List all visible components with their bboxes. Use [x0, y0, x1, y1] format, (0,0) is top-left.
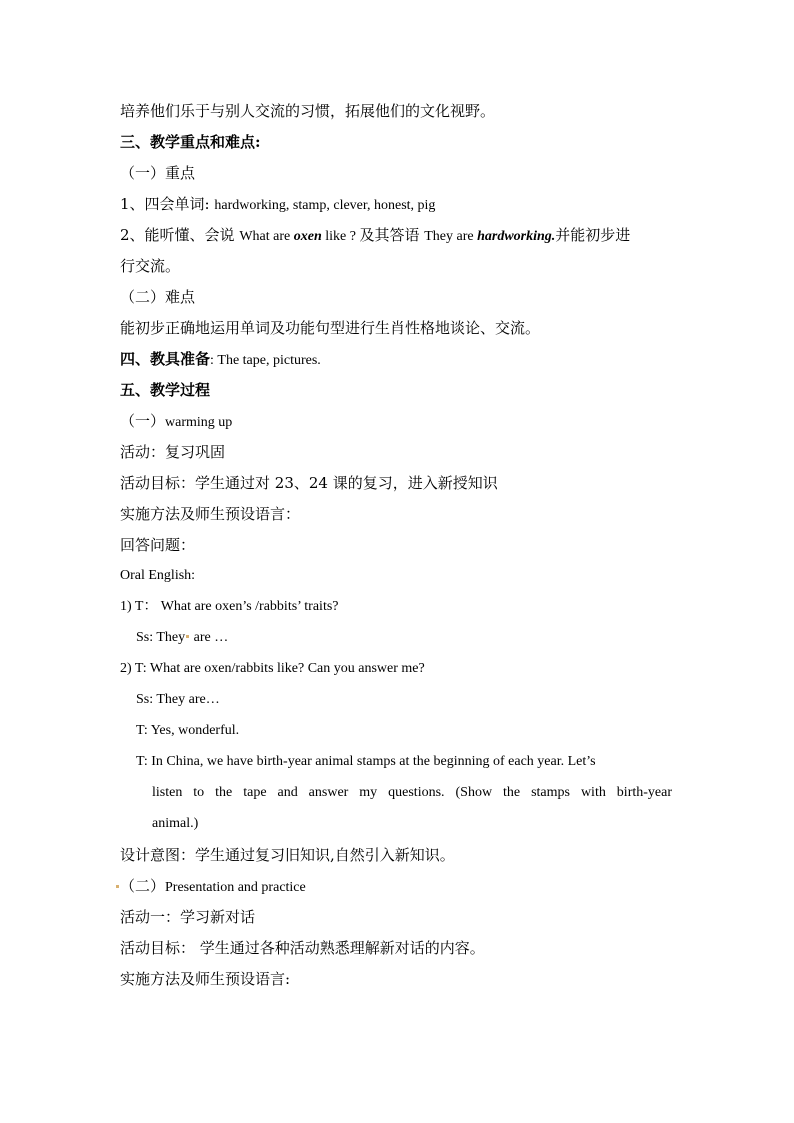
dialogue-line: Ss: They are… [136, 692, 220, 707]
design-intent-line: 设计意图：学生通过复习旧知识,自然引入新知识。 [120, 846, 455, 864]
section-heading-4: 四、教具准备: The tape, pictures. [120, 350, 321, 368]
dialogue-line: 1) T： What are oxen’s /rabbits’ traits? [120, 599, 339, 614]
subheading-difficulties: （二）难点 [120, 288, 196, 306]
activity-goal-line: 活动目标：学生通过对 23、24 课的复习，进入新授知识 [120, 474, 498, 492]
dialogue-line: listen to the tape and answer my questions. (Show the stamps with birth-year [152, 785, 672, 800]
subheading-key-points: （一）重点 [120, 164, 196, 182]
activity-line: 活动：复习巩固 [120, 443, 226, 461]
activity-goal-line: 活动目标： 学生通过各种活动熟悉理解新对话的内容。 [120, 939, 485, 957]
section-heading-5: 五、教学过程 [120, 381, 211, 399]
mark-dot [186, 635, 189, 638]
method-line: 实施方法及师生预设语言: [120, 970, 291, 988]
dialogue-line: 2) T: What are oxen/rabbits like? Can you answer me? [120, 661, 425, 676]
dialogue-line: T: In China, we have birth-year animal stamps at the beginning of each year. Let’s [136, 754, 596, 769]
dialogue-line: T: Yes, wonderful. [136, 723, 240, 738]
dialogue-line: animal.) [152, 816, 199, 831]
subheading-presentation: （二）Presentation and practice [120, 876, 306, 898]
section-heading-3: 三、教学重点和难点: [120, 133, 261, 151]
subheading-warming-up: （一）warming up [120, 412, 233, 430]
mark-dot [116, 885, 119, 888]
method-line: 实施方法及师生预设语言： [120, 505, 301, 523]
paragraph-line: 培养他们乐于与别人交流的习惯，拓展他们的文化视野。 [120, 102, 496, 120]
list-item-2: 2、能听懂、会说 What are oxen like ? 及其答语 They are hardworking.并能初步进 [120, 226, 631, 244]
dialogue-line: Ss: They are … [136, 630, 229, 645]
question-line: 回答问题： [120, 536, 196, 554]
paragraph-line: 能初步正确地运用单词及功能句型进行生肖性格地谈论、交流。 [120, 319, 541, 337]
list-item-1: 1、四会单词: hardworking, stamp, clever, honest, pig [120, 195, 436, 213]
oral-english-line: Oral English: [120, 568, 196, 583]
activity-line: 活动一：学习新对话 [120, 908, 256, 926]
list-item-2-cont: 行交流。 [120, 257, 181, 275]
